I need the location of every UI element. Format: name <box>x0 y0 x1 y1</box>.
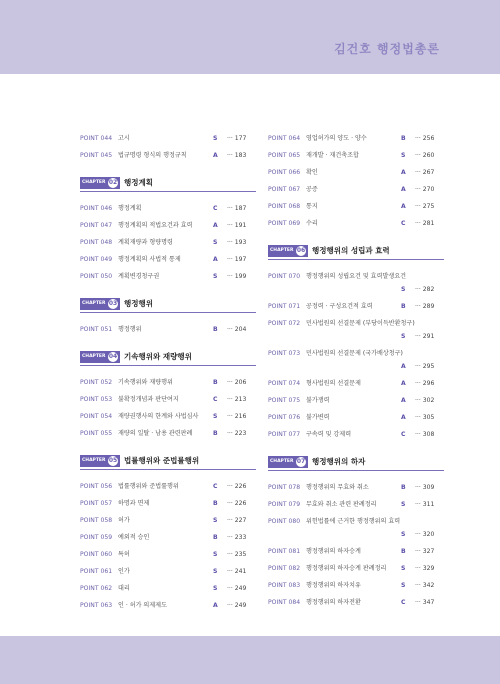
point-number: POINT 080 <box>268 518 301 525</box>
page-number: ··· 177 <box>227 135 247 142</box>
importance-grade: A <box>401 380 406 387</box>
page-number: ··· 227 <box>227 517 247 524</box>
point-number: POINT 064 <box>268 135 301 142</box>
point-number: POINT 046 <box>80 205 113 212</box>
page-number: ··· 260 <box>415 152 435 159</box>
importance-grade: A <box>401 414 406 421</box>
importance-grade: A <box>213 152 218 159</box>
point-number: POINT 074 <box>268 380 301 387</box>
chapter-number: 07 <box>296 458 306 465</box>
entry-title: 계획재량과 형량명령 <box>118 239 173 246</box>
point-number: POINT 062 <box>80 585 113 592</box>
point-number: POINT 058 <box>80 517 113 524</box>
importance-grade: C <box>213 396 218 403</box>
importance-grade: S <box>213 585 218 592</box>
chapter-badge <box>80 177 120 189</box>
importance-grade: A <box>213 602 218 609</box>
toc-entry[interactable] <box>80 529 256 546</box>
page-number: ··· 249 <box>227 585 247 592</box>
entry-title: 행정행위의 하자승계 <box>306 548 361 555</box>
chapter-number: 03 <box>108 300 118 307</box>
point-number: POINT 050 <box>80 273 113 280</box>
toc-entry[interactable] <box>268 426 444 443</box>
toc-entry[interactable] <box>80 597 256 614</box>
entry-title: 무효와 취소 관련 판례정리 <box>306 501 377 508</box>
toc-entry[interactable] <box>268 375 444 392</box>
point-number: POINT 082 <box>268 565 301 572</box>
point-number: POINT 083 <box>268 582 301 589</box>
toc-entry[interactable] <box>80 425 256 442</box>
page-number: ··· 302 <box>415 397 435 404</box>
importance-grade: A <box>401 397 406 404</box>
chapter-title: 법률행위와 준법률행위 <box>124 456 200 465</box>
importance-grade: S <box>401 333 406 340</box>
entry-title: 공증 <box>306 186 318 193</box>
point-number: POINT 069 <box>268 220 301 227</box>
entry-title: 예외적 승인 <box>118 534 150 541</box>
page-number: ··· 226 <box>227 483 247 490</box>
entry-title: 인 · 허가 의제제도 <box>118 602 167 609</box>
toc-entry[interactable] <box>80 546 256 563</box>
toc-entry[interactable] <box>268 543 444 560</box>
toc-entry[interactable] <box>80 251 256 268</box>
toc-entry[interactable] <box>268 560 444 577</box>
page-number: ··· 347 <box>415 599 435 606</box>
point-number: POINT 078 <box>268 484 301 491</box>
point-number: POINT 079 <box>268 501 301 508</box>
toc-entry[interactable] <box>268 392 444 409</box>
point-number: POINT 072 <box>268 320 301 327</box>
point-number: POINT 056 <box>80 483 113 490</box>
entry-title: 행정행위의 무효와 취소 <box>306 484 369 491</box>
entry-title: 행정행위의 성립요건 및 효력발생요건 <box>306 273 406 280</box>
page-number: ··· 241 <box>227 568 247 575</box>
entry-title: 행정행위의 하자전환 <box>306 599 361 606</box>
page-number: ··· 289 <box>415 303 435 310</box>
importance-grade: S <box>401 565 406 572</box>
point-number: POINT 073 <box>268 350 301 357</box>
footer-band <box>0 636 500 684</box>
chapter-title: 행정행위의 하자 <box>312 457 366 466</box>
page-number: ··· 327 <box>415 548 435 555</box>
entry-title: 행정행위의 하자치유 <box>306 582 361 589</box>
toc-entry[interactable] <box>80 234 256 251</box>
entry-title: 법률행위와 준법률행위 <box>118 483 179 490</box>
page-number: ··· 320 <box>415 531 435 538</box>
importance-grade: S <box>401 582 406 589</box>
page-number: ··· 256 <box>415 135 435 142</box>
page-number: ··· 199 <box>227 273 247 280</box>
entry-title: 재개발 · 재건축조합 <box>306 152 359 159</box>
point-number: POINT 066 <box>268 169 301 176</box>
chapter-heading <box>268 455 444 471</box>
entry-title: 고시 <box>118 135 130 142</box>
entry-title: 대리 <box>118 585 130 592</box>
importance-grade: C <box>213 483 218 490</box>
page-number: ··· 281 <box>415 220 435 227</box>
chapter-title: 행정행위 <box>124 299 153 308</box>
point-number: POINT 059 <box>80 534 113 541</box>
point-number: POINT 070 <box>268 273 301 280</box>
importance-grade: S <box>213 273 218 280</box>
chapter-heading <box>80 176 256 192</box>
entry-title: 민사법원의 선결문제 (국가배상청구) <box>306 350 403 357</box>
point-number: POINT 044 <box>80 135 113 142</box>
chapter-badge <box>80 351 120 363</box>
page-number: ··· 329 <box>415 565 435 572</box>
page-number: ··· 213 <box>227 396 247 403</box>
entry-title: 확인 <box>306 169 318 176</box>
chapter-tag: CHAPTER <box>82 354 106 359</box>
page-number: ··· 233 <box>227 534 247 541</box>
chapter-heading <box>80 454 256 470</box>
page-number: ··· 295 <box>415 363 435 370</box>
point-number: POINT 068 <box>268 203 301 210</box>
point-number: POINT 077 <box>268 431 301 438</box>
point-number: POINT 067 <box>268 186 301 193</box>
entry-title: 행정행위의 하자승계 판례정리 <box>306 565 387 572</box>
toc-entry[interactable] <box>268 577 444 594</box>
point-number: POINT 071 <box>268 303 301 310</box>
entry-title: 행정행위 <box>118 326 142 333</box>
page-number: ··· 275 <box>415 203 435 210</box>
chapter-tag: CHAPTER <box>270 459 294 464</box>
entry-title: 재량의 일탈 · 남용 관련판례 <box>118 430 193 437</box>
toc-entry[interactable] <box>268 513 444 543</box>
page-number: ··· 249 <box>227 602 247 609</box>
toc-entry[interactable] <box>80 495 256 512</box>
importance-grade: B <box>401 303 406 310</box>
page-number: ··· 226 <box>227 500 247 507</box>
page-number: ··· 308 <box>415 431 435 438</box>
point-number: POINT 063 <box>80 602 113 609</box>
toc-entry[interactable] <box>80 512 256 529</box>
entry-title: 불가쟁력 <box>306 397 330 404</box>
chapter-heading <box>80 350 256 366</box>
point-number: POINT 060 <box>80 551 113 558</box>
page-number: ··· 216 <box>227 413 247 420</box>
importance-grade: C <box>401 431 406 438</box>
importance-grade: S <box>213 239 218 246</box>
entry-title: 기속행위와 재량행위 <box>118 379 173 386</box>
point-number: POINT 048 <box>80 239 113 246</box>
page-number: ··· 183 <box>227 152 247 159</box>
toc-entry[interactable] <box>80 130 256 147</box>
toc-entry[interactable] <box>268 479 444 496</box>
chapter-badge <box>80 455 120 467</box>
entry-title: 형사법원의 선결문제 <box>306 380 361 387</box>
toc-entry[interactable] <box>268 298 444 315</box>
header-band <box>0 0 500 74</box>
point-number: POINT 084 <box>268 599 301 606</box>
page-number: ··· 291 <box>415 333 435 340</box>
importance-grade: B <box>213 534 218 541</box>
importance-grade: A <box>401 169 406 176</box>
toc-entry[interactable] <box>80 200 256 217</box>
importance-grade: S <box>213 517 218 524</box>
chapter-number: 06 <box>296 247 306 254</box>
toc-entry[interactable] <box>80 147 256 164</box>
toc-entry[interactable] <box>268 409 444 426</box>
importance-grade: A <box>213 256 218 263</box>
chapter-number: 05 <box>108 457 118 464</box>
toc-entry[interactable] <box>268 215 444 232</box>
page-number: ··· 193 <box>227 239 247 246</box>
entry-title: 행정계획 <box>118 205 142 212</box>
importance-grade: C <box>401 599 406 606</box>
importance-grade: S <box>401 286 406 293</box>
toc-entry[interactable] <box>268 594 444 611</box>
importance-grade: B <box>213 326 218 333</box>
toc-entry[interactable] <box>268 164 444 181</box>
toc-entry[interactable] <box>268 315 444 345</box>
toc-left-column <box>80 130 256 614</box>
point-number: POINT 065 <box>268 152 301 159</box>
chapter-badge <box>268 456 308 468</box>
toc-entry[interactable] <box>80 374 256 391</box>
importance-grade: B <box>213 500 218 507</box>
importance-grade: S <box>213 551 218 558</box>
toc-entry[interactable] <box>80 563 256 580</box>
point-number: POINT 061 <box>80 568 113 575</box>
page-number: ··· 305 <box>415 414 435 421</box>
importance-grade: S <box>213 568 218 575</box>
importance-grade: B <box>401 548 406 555</box>
chapter-tag: CHAPTER <box>82 301 106 306</box>
page-number: ··· 270 <box>415 186 435 193</box>
entry-title: 법규명령 형식의 행정규칙 <box>118 152 187 159</box>
importance-grade: S <box>213 413 218 420</box>
entry-title: 구속력 및 강제력 <box>306 431 352 438</box>
toc-entry[interactable] <box>268 130 444 147</box>
toc-right-column <box>268 130 444 611</box>
page-number: ··· 206 <box>227 379 247 386</box>
importance-grade: A <box>401 186 406 193</box>
entry-title: 허가 <box>118 517 130 524</box>
toc-entry[interactable] <box>268 147 444 164</box>
point-number: POINT 049 <box>80 256 113 263</box>
point-number: POINT 052 <box>80 379 113 386</box>
importance-grade: C <box>401 220 406 227</box>
toc-entry[interactable] <box>80 391 256 408</box>
entry-title: 민사법원의 선결문제 (부당이득반환청구) <box>306 320 415 327</box>
entry-title: 행정계획의 사법적 통제 <box>118 256 181 263</box>
importance-grade: A <box>213 222 218 229</box>
point-number: POINT 081 <box>268 548 301 555</box>
entry-title: 특허 <box>118 551 130 558</box>
point-number: POINT 054 <box>80 413 113 420</box>
importance-grade: B <box>401 135 406 142</box>
chapter-title: 기속행위와 재량행위 <box>124 352 192 361</box>
page-number: ··· 311 <box>415 501 435 508</box>
page-number: ··· 223 <box>227 430 247 437</box>
toc-entry[interactable] <box>268 268 444 298</box>
entry-title: 재량권행사의 한계와 사법심사 <box>118 413 199 420</box>
chapter-title: 행정계획 <box>124 178 153 187</box>
importance-grade: A <box>401 363 406 370</box>
page-number: ··· 296 <box>415 380 435 387</box>
entry-title: 영업허가의 양도 · 양수 <box>306 135 367 142</box>
page-number: ··· 342 <box>415 582 435 589</box>
point-number: POINT 076 <box>268 414 301 421</box>
entry-title: 행정계획의 적법요건과 효력 <box>118 222 193 229</box>
page-number: ··· 197 <box>227 256 247 263</box>
entry-title: 수리 <box>306 220 318 227</box>
entry-title: 불가변력 <box>306 414 330 421</box>
page-number: ··· 191 <box>227 222 247 229</box>
importance-grade: A <box>401 203 406 210</box>
importance-grade: B <box>213 430 218 437</box>
point-number: POINT 047 <box>80 222 113 229</box>
chapter-number: 02 <box>108 179 118 186</box>
page-number: ··· 267 <box>415 169 435 176</box>
toc-entry[interactable] <box>80 408 256 425</box>
importance-grade: B <box>401 484 406 491</box>
point-number: POINT 057 <box>80 500 113 507</box>
importance-grade: B <box>213 379 218 386</box>
importance-grade: S <box>401 152 406 159</box>
toc-entry[interactable] <box>80 580 256 597</box>
toc-entry[interactable] <box>80 268 256 285</box>
toc-entry[interactable] <box>268 496 444 513</box>
point-number: POINT 075 <box>268 397 301 404</box>
entry-title: 공정력 · 구성요건적 효력 <box>306 303 373 310</box>
page-number: ··· 204 <box>227 326 247 333</box>
importance-grade: C <box>213 205 218 212</box>
point-number: POINT 053 <box>80 396 113 403</box>
importance-grade: S <box>401 531 406 538</box>
entry-title: 위헌법률에 근거한 행정행위의 효력 <box>306 518 401 525</box>
importance-grade: S <box>401 501 406 508</box>
entry-title: 계획변경청구권 <box>118 273 160 280</box>
entry-title: 하명과 면제 <box>118 500 150 507</box>
point-number: POINT 051 <box>80 326 113 333</box>
page-number: ··· 187 <box>227 205 247 212</box>
page-number: ··· 282 <box>415 286 435 293</box>
chapter-badge <box>268 245 308 257</box>
book-title: 김건호 행정법총론 <box>334 42 440 56</box>
importance-grade: S <box>213 135 218 142</box>
point-number: POINT 055 <box>80 430 113 437</box>
chapter-number: 04 <box>108 353 118 360</box>
entry-title: 불확정개념과 판단여지 <box>118 396 179 403</box>
chapter-tag: CHAPTER <box>82 180 106 185</box>
chapter-tag: CHAPTER <box>82 458 106 463</box>
page-number: ··· 235 <box>227 551 247 558</box>
chapter-badge <box>80 298 120 310</box>
toc-entry[interactable] <box>80 321 256 338</box>
toc-entry[interactable] <box>268 198 444 215</box>
entry-title: 인가 <box>118 568 130 575</box>
toc-entry[interactable] <box>268 181 444 198</box>
toc-entry[interactable] <box>80 217 256 234</box>
chapter-heading <box>268 244 444 260</box>
entry-title: 통지 <box>306 203 318 210</box>
chapter-heading <box>80 297 256 313</box>
toc-entry[interactable] <box>80 478 256 495</box>
point-number: POINT 045 <box>80 152 113 159</box>
toc-entry[interactable] <box>268 345 444 375</box>
page-number: ··· 309 <box>415 484 435 491</box>
chapter-title: 행정행위의 성립과 효력 <box>312 246 390 255</box>
chapter-tag: CHAPTER <box>270 248 294 253</box>
